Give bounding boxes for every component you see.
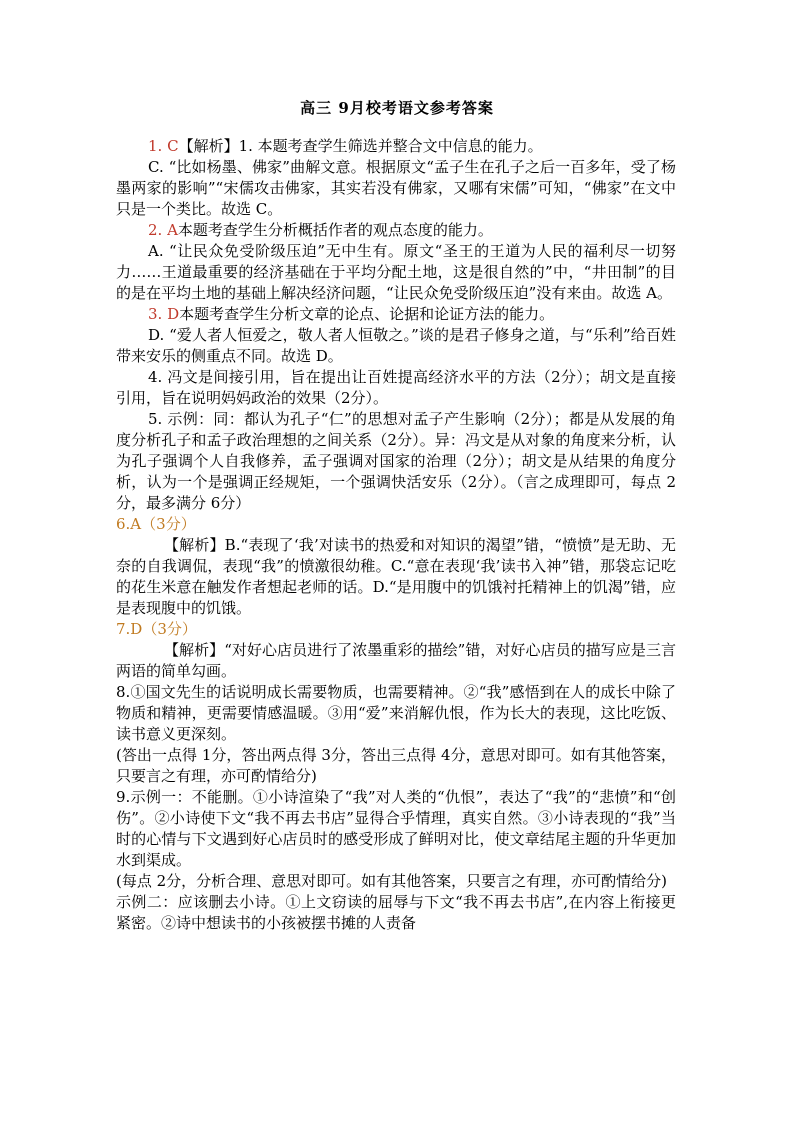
answer-text: A. “让民众免受阶级压迫”无中生有。原文“圣王的王道为人民的福利尽一切努力……王道最重要的经济基础在于平均分配土地，这是很自然的”中，“井田制”的目的是在平均土地的基础上解决经济问题，“让民众免受阶级压迫”没有来由。故选 A。 [116,242,676,302]
answer-text: 【解析】“对好心店员进行了浓墨重彩的描绘”错，对好心店员的描写应是三言两语的简单勾画。 [116,641,676,680]
answer-paragraph [116,640,676,682]
answer-text: C. “比如杨墨、佛家”曲解文意。根据原文“孟子生在孔子之后一百多年，受了杨墨两家的影响”“宋儒攻击佛家，其实若没有佛家，又哪有宋儒”可知，“佛家”在文中只是一个类比。故选 C。 [116,158,676,218]
answer-text: 【解析】1. 本题考查学生筛选并整合文中信息的能力。 [178,137,543,155]
answer-text: 4. 冯文是间接引用，旨在提出让百姓提高经济水平的方法（2分）；胡文是直接引用，旨在说明妈妈政治的效果（2分）。 [116,368,676,407]
answer-text: 9.示例一：不能删。①小诗渲染了“我”对人类的“仇恨”，表达了“我”的“悲愤”和“创伤”。②小诗使下文“我不再去书店”显得合乎情理，真实自然。③小诗表现的“我”当时的心情与下文遇到好心店员时的感受形成了鲜明对比，使文章结尾主题的升华更加水到渠成。 [116,788,676,869]
answer-paragraph [116,745,676,787]
answer-paragraph [116,871,676,892]
answer-paragraph [116,157,676,220]
answer-paragraph [116,325,676,367]
answer-paragraph [116,220,676,241]
answer-paragraph [116,241,676,304]
answer-paragraph [116,892,676,934]
answer-text: （3分） [142,620,197,638]
answer-text: 5. 示例：同：都认为孔子“仁”的思想对孟子产生影响（2分）；都是从发展的角度分析孔子和孟子政治理想的之间关系（2分）。异：冯文是从对象的角度来分析，认为孔子强调个人自我修养，孟子强调对国家的治理（2分）；胡文是从结果的角度分析，认为一个是强调正经规矩，一个强调快活安乐（2分）。（言之成理即可，每点 2分，最多满分 6分） [116,410,676,512]
page-title: 高三 9月校考语文参考答案 [300,99,494,117]
answer-text: D. “爱人者人恒爱之，敬人者人恒敬之。”谈的是君子修身之道，与“乐利”给百姓带来安乐的侧重点不同。故选 D。 [116,326,676,365]
answer-text: 本题考查学生分析文章的论点、论据和论证方法的能力。 [179,305,555,323]
answer-paragraph [116,535,676,619]
answer-text: (答出一点得 1分，答出两点得 3分，答出三点得 4分，意思对即可。如有其他答案，只要言之有理，亦可酌情给分) [116,746,676,785]
answer-paragraph [116,409,676,514]
answer-paragraph [116,304,676,325]
answer-label: 1. C [148,137,179,155]
answer-paragraph [116,619,676,640]
answer-text: (每点 2分，分析合理、意思对即可。如有其他答案，只要言之有理，亦可酌情给分) [116,872,668,890]
answer-text: （3分） [141,515,196,533]
answer-text: 本题考查学生分析概括作者的观点态度的能力。 [177,221,493,239]
answer-label: 7.D [116,620,143,638]
answer-label: 6.A [116,515,142,533]
answer-text: 8.①国文先生的话说明成长需要物质，也需要精神。②“我”感悟到在人的成长中除了物质和精神，更需要情感温暖。③用“爱”来消解仇恨，作为长大的表现，这比吃饭、读书意义更深刻。 [116,683,676,743]
answer-text: 示例二：应该删去小诗。①上文窃读的屈辱与下文“我不再去书店”,在内容上衔接更紧密。②诗中想读书的小孩被摆书摊的人责备 [116,893,676,932]
answer-paragraph [116,136,676,157]
answer-text: 【解析】B.“表现了‘我’对读书的热爱和对知识的渴望”错，“愤愤”是无助、无奈的自我调侃，表现“我”的愤激很幼稚。C.“意在表现‘我’读书入神”错，那袋忘记吃的花生米意在触发作者想起老师的话。D.“是用腹中的饥饿衬托精神上的饥渴”错，应是表现腹中的饥饿。 [116,536,676,617]
answer-content [116,136,676,934]
answer-paragraph [116,682,676,745]
answer-label: 3. D [148,305,180,323]
answer-label: 2. A [148,221,178,239]
answer-paragraph [116,367,676,409]
answer-paragraph [116,514,676,535]
answer-paragraph [116,787,676,871]
